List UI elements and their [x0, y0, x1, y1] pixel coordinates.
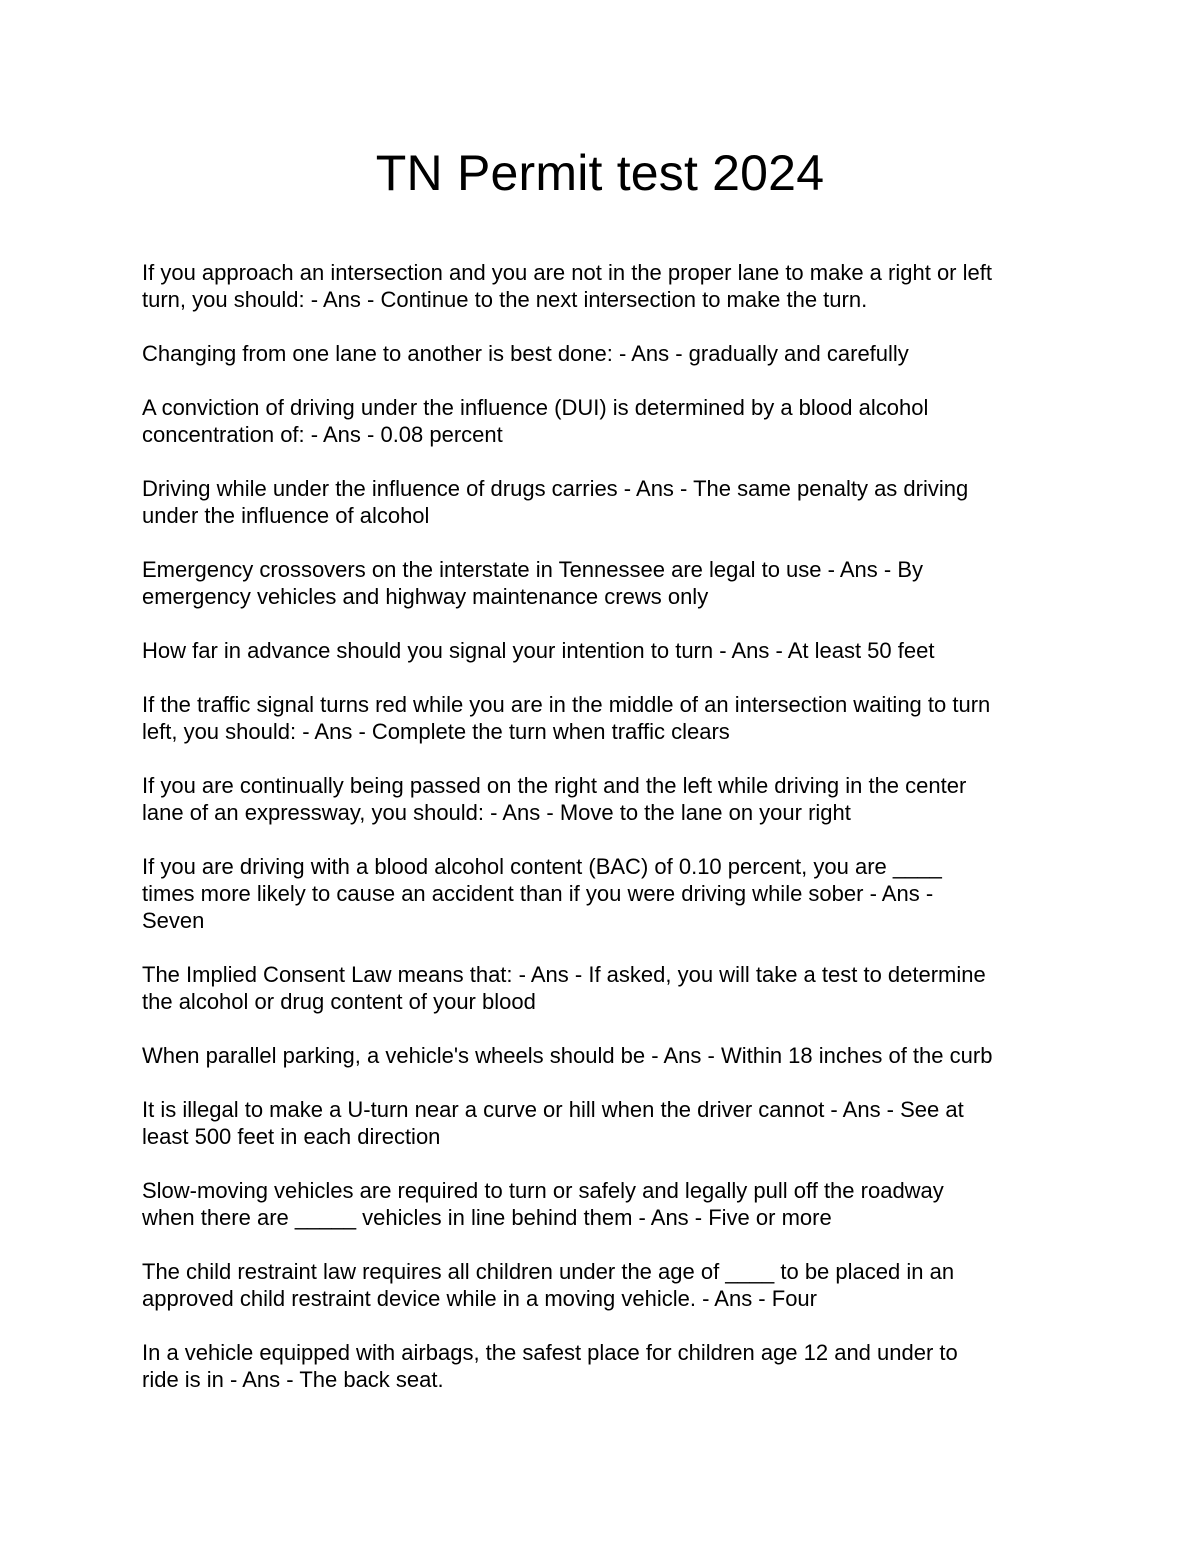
text-line: The child restraint law requires all children under the age of ____ to be placed in an [142, 1259, 955, 1284]
question-answer-item [142, 1177, 1082, 1231]
text-line: times more likely to cause an accident than if you were driving while sober - Ans - [142, 881, 934, 906]
question-answer-item [142, 1339, 1082, 1393]
text-line: when there are _____ vehicles in line behind them - Ans - Five or more [142, 1205, 832, 1230]
question-answer-item [142, 772, 1082, 826]
text-line: Changing from one lane to another is best done: - Ans - gradually and carefully [142, 341, 909, 366]
question-answer-item [142, 1042, 1082, 1069]
text-line: The Implied Consent Law means that: - Ans - If asked, you will take a test to determine [142, 962, 986, 987]
text-line: turn, you should: - Ans - Continue to the next intersection to make the turn. [142, 287, 868, 312]
question-answer-item [142, 691, 1082, 745]
text-line: ride is in - Ans - The back seat. [142, 1367, 444, 1392]
text-line: Emergency crossovers on the interstate in Tennessee are legal to use - Ans - By [142, 557, 923, 582]
text-line: emergency vehicles and highway maintenance crews only [142, 584, 709, 609]
text-line: the alcohol or drug content of your blood [142, 989, 536, 1014]
question-list [142, 259, 1082, 1420]
text-line: under the influence of alcohol [142, 503, 430, 528]
text-line: It is illegal to make a U-turn near a curve or hill when the driver cannot - Ans - See at [142, 1097, 964, 1122]
text-line: lane of an expressway, you should: - Ans - Move to the lane on your right [142, 800, 851, 825]
text-line: If you are continually being passed on the right and the left while driving in the center [142, 773, 967, 798]
question-answer-item [142, 394, 1082, 448]
question-answer-item [142, 475, 1082, 529]
text-line: approved child restraint device while in a moving vehicle. - Ans - Four [142, 1286, 817, 1311]
text-line: In a vehicle equipped with airbags, the safest place for children age 12 and under to [142, 1340, 958, 1365]
text-line: Seven [142, 908, 205, 933]
text-line: If you approach an intersection and you are not in the proper lane to make a right or left [142, 260, 992, 285]
question-answer-item [142, 556, 1082, 610]
text-line: Slow-moving vehicles are required to turn or safely and legally pull off the roadway [142, 1178, 944, 1203]
question-answer-item [142, 259, 1082, 313]
text-line: How far in advance should you signal your intention to turn - Ans - At least 50 feet [142, 638, 935, 663]
document-title: TN Permit test 2024 [375, 145, 825, 201]
text-line: concentration of: - Ans - 0.08 percent [142, 422, 503, 447]
question-answer-item [142, 1096, 1082, 1150]
text-line: When parallel parking, a vehicle's wheels should be - Ans - Within 18 inches of the curb [142, 1043, 993, 1068]
text-line: If the traffic signal turns red while you are in the middle of an intersection waiting to turn [142, 692, 991, 717]
text-line: Driving while under the influence of drugs carries - Ans - The same penalty as driving [142, 476, 969, 501]
question-answer-item [142, 637, 1082, 664]
text-line: least 500 feet in each direction [142, 1124, 441, 1149]
question-answer-item [142, 961, 1082, 1015]
text-line: If you are driving with a blood alcohol content (BAC) of 0.10 percent, you are ____ [142, 854, 942, 879]
question-answer-item [142, 340, 1082, 367]
question-answer-item [142, 853, 1082, 934]
text-line: A conviction of driving under the influence (DUI) is determined by a blood alcohol [142, 395, 929, 420]
text-line: left, you should: - Ans - Complete the turn when traffic clears [142, 719, 730, 744]
question-answer-item [142, 1258, 1082, 1312]
